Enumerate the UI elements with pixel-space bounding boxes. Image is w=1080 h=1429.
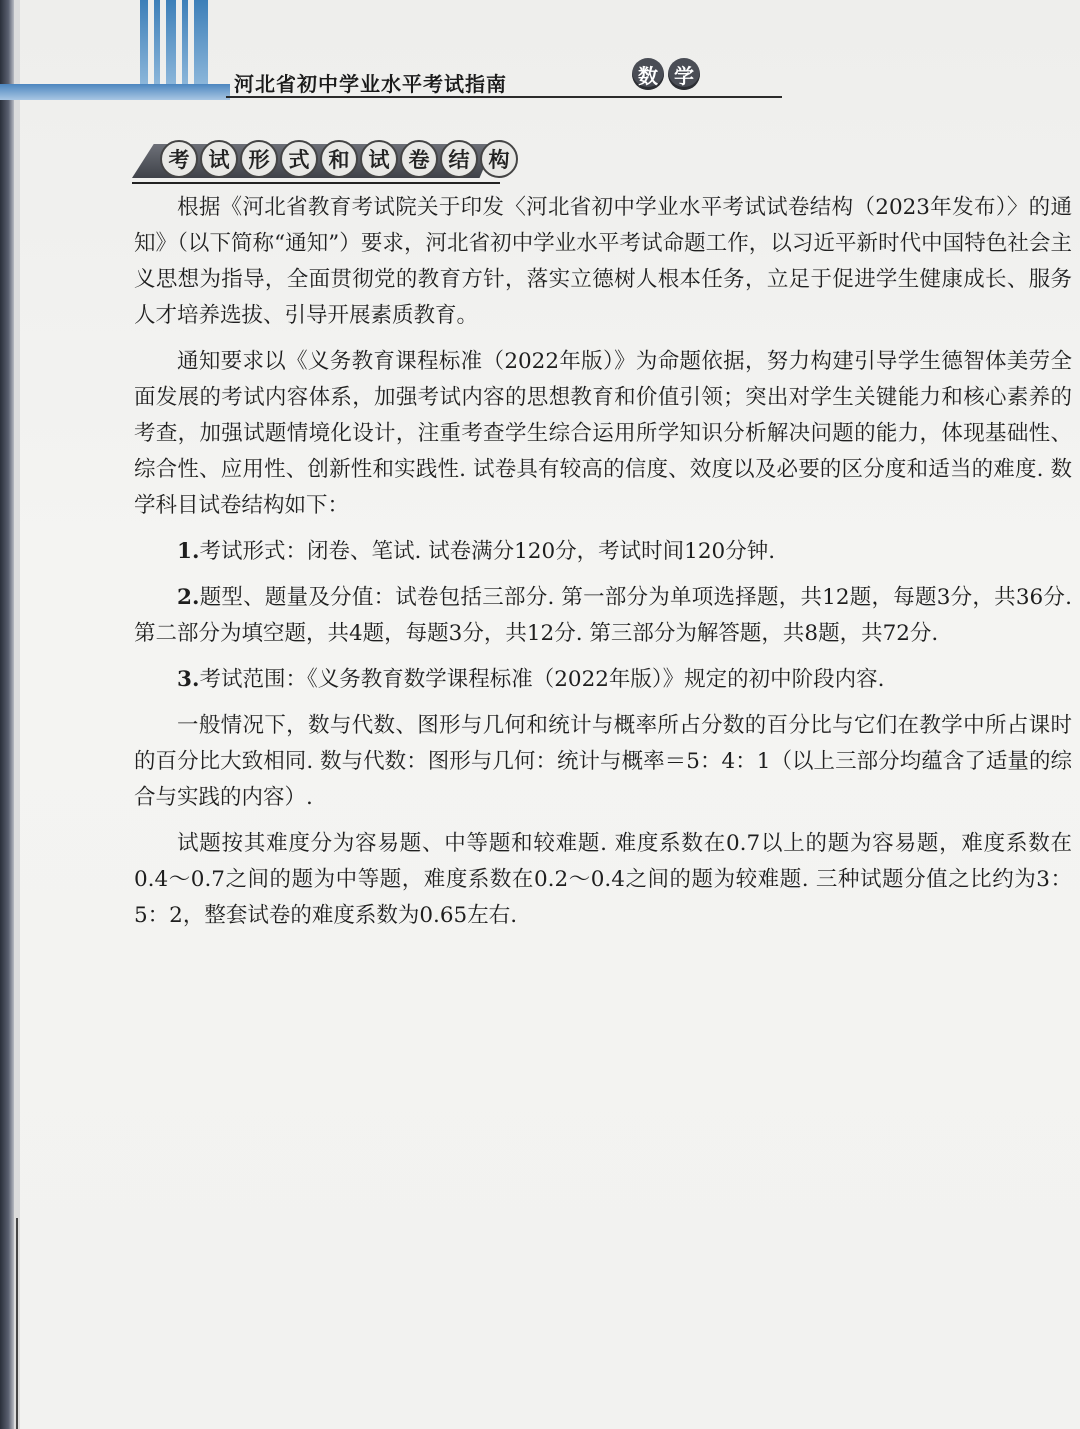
section-title-banner [132,136,510,182]
section-title-char: 试 [200,140,238,178]
list-item-number: 3. [177,667,200,692]
page-spine-gap [14,0,20,1429]
list-item [134,534,1072,570]
subject-char: 数 [632,58,664,90]
paragraph: 一般情况下，数与代数、图形与几何和统计与概率所占分数的百分比与它们在教学中所占课时的百分比大致相同. 数与代数：图形与几何：统计与概率＝5：4：1（以上三部分均蕴含了适量的综合与实践的内容）. [134,713,1072,810]
document-body [134,190,1072,944]
section-title-char: 和 [320,140,358,178]
section-title-char: 试 [360,140,398,178]
paragraph: 试题按其难度分为容易题、中等题和较难题. 难度系数在0.7以上的题为容易题，难度系数在0.4～0.7之间的题为中等题，难度系数在0.2～0.4之间的题为较难题. 三种试题分值之比约为3：5：2，整套试卷的难度系数为0.65左右. [134,831,1072,928]
section-title-char: 卷 [400,140,438,178]
running-header-title: 河北省初中学业水平考试指南 [234,72,507,96]
list-item-text: 考试形式：闭卷、笔试. 试卷满分120分，考试时间120分钟. [199,539,776,564]
subject-char: 学 [668,58,700,90]
list-item [134,580,1072,652]
list-item-text: 考试范围：《义务教育数学课程标准（2022年版）》规定的初中阶段内容. [199,667,885,692]
list-item [134,662,1072,698]
section-title-char: 考 [160,140,198,178]
list-item-number: 1. [177,539,200,564]
page-edge-line [16,1218,18,1429]
paragraph: 通知要求以《义务教育课程标准（2022年版）》为命题依据，努力构建引导学生德智体美劳全面发展的考试内容体系，加强考试内容的思想教育和价值引领；突出对学生关键能力和核心素养的考查，加强试题情境化设计，注重考查学生综合运用所学知识分析解决问题的能力，体现基础性、综合性、应用性、创新性和实践性. 试卷具有较高的信度、效度以及必要的区分度和适当的难度. 数学科目试卷结构如下： [134,349,1072,518]
list-item-number: 2. [177,585,200,610]
page-spine-shadow [0,0,14,1429]
section-title-char: 式 [280,140,318,178]
header-band-decoration [0,84,230,100]
section-title-char: 形 [240,140,278,178]
subject-badge [632,58,700,92]
section-title-char: 构 [480,140,518,178]
paragraph: 根据《河北省教育考试院关于印发〈河北省初中学业水平考试试卷结构（2023年发布）〉的通知》（以下简称“通知”）要求，河北省初中学业水平考试命题工作，以习近平新时代中国特色社会主义思想为指导，全面贯彻党的教育方针，落实立德树人根本任务，立足于促进学生健康成长、服务人才培养选拔、引导开展素质教育。 [134,195,1072,328]
header-rule [226,96,782,98]
section-rule [132,182,500,184]
section-title-char: 结 [440,140,478,178]
list-item-text: 题型、题量及分值：试卷包括三部分. 第一部分为单项选择题，共12题，每题3分，共36分. 第二部分为填空题，共4题，每题3分，共12分. 第三部分为解答题，共8题，共72分. [134,585,1072,646]
